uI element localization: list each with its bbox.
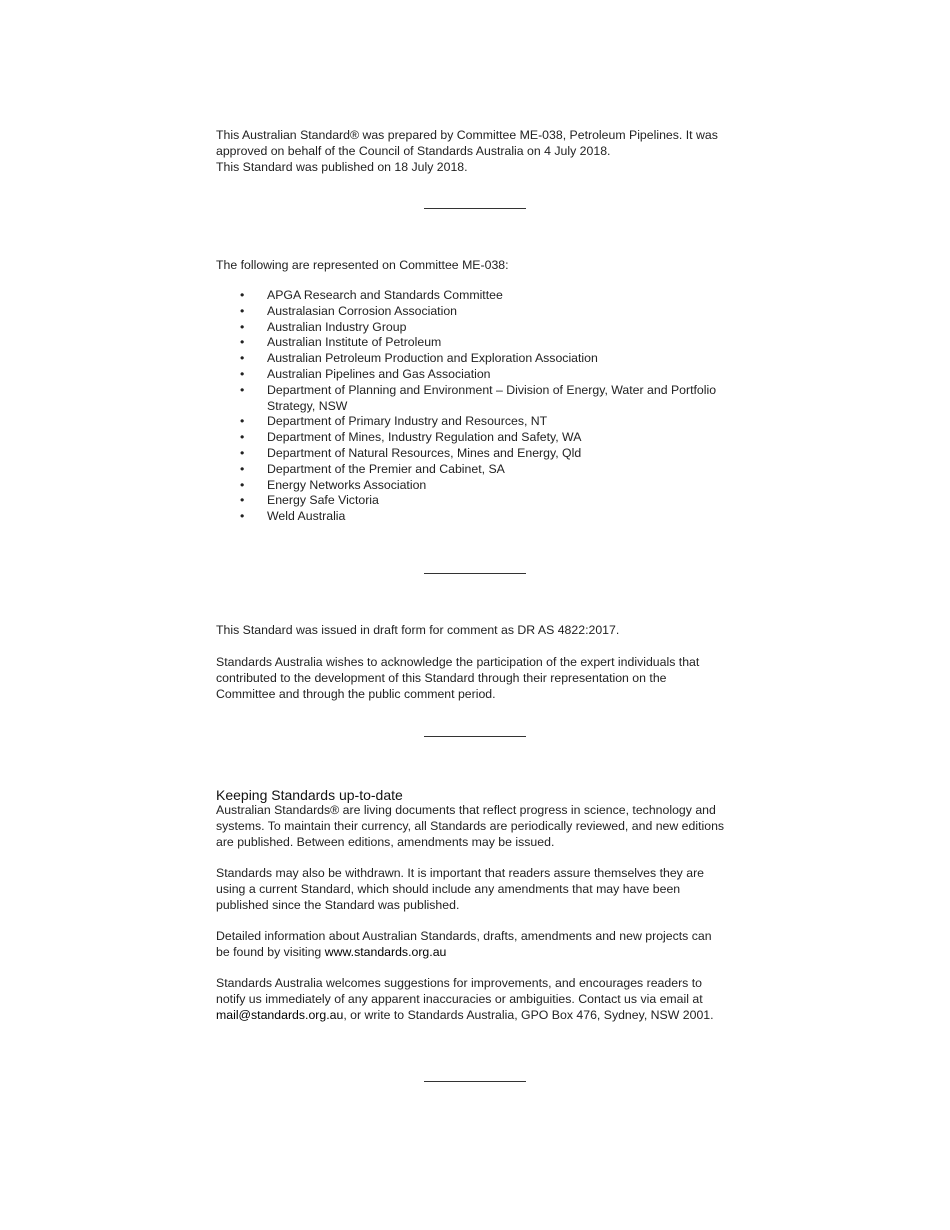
suggestions-block: [216, 976, 728, 1023]
bullet-icon: •: [240, 303, 245, 318]
draft-issued-text: This Standard was issued in draft form for comment as DR AS 4822:2017.: [216, 623, 620, 637]
bullet-icon: •: [240, 335, 245, 350]
acknowledgement-text: Standards Australia wishes to acknowledge the participation of the expert individuals that contributed to the development of this Standard through their representation on the Committee and through the public comment period.: [216, 655, 700, 701]
bullet-icon: •: [240, 461, 245, 476]
preparation-line-1: This Australian Standard® was prepared by Committee ME-038, Petroleum Pipelines. It was: [216, 128, 718, 142]
member-name: Department of Natural Resources, Mines and Energy, Qld: [267, 445, 582, 460]
bullet-icon: •: [240, 288, 245, 302]
list-item: [216, 351, 746, 367]
detailed-info-paragraph: [216, 929, 728, 961]
bullet-icon: •: [240, 366, 245, 381]
bullet-icon: •: [240, 430, 245, 445]
committee-intro: [216, 258, 746, 274]
bullet-icon: •: [240, 509, 245, 524]
list-item: [216, 446, 746, 462]
section-heading: Keeping Standards up-to-date: [216, 787, 403, 803]
bullet-icon: •: [240, 319, 245, 334]
member-name: APGA Research and Standards Committee: [267, 288, 503, 302]
preparation-line-2: approved on behalf of the Council of Standards Australia on 4 July 2018.: [216, 143, 611, 158]
committee-member-list: [216, 288, 746, 525]
section-divider: [424, 208, 526, 209]
living-documents-paragraph: Australian Standards® are living documents that reflect progress in science, technology and systems. To maintain their currency, all Standards are periodically reviewed, and new editions are published. Between editions, amendments may be issued.: [216, 803, 725, 849]
bullet-icon: •: [240, 382, 245, 397]
list-item: [216, 288, 746, 304]
member-name: Australasian Corrosion Association: [267, 303, 458, 318]
withdrawn-paragraph: Standards may also be withdrawn. It is important that readers assure themselves they are using a current Standard, which should include any amendments that may have been published since the Standard was published.: [216, 866, 705, 912]
publication-date-line: This Standard was published on 18 July 2018.: [216, 159, 468, 174]
member-name: Department of the Premier and Cabinet, SA: [267, 461, 505, 476]
section-divider: [424, 573, 526, 574]
preparation-statement: [216, 128, 746, 175]
member-name: Australian Industry Group: [267, 319, 407, 334]
member-name: Energy Safe Victoria: [267, 493, 379, 508]
withdrawn-paragraph-block: [216, 866, 716, 913]
suggestions-paragraph: [216, 976, 728, 1023]
keeping-up-to-date-section: [216, 787, 738, 850]
acknowledgement: [216, 655, 716, 702]
member-name: Australian Institute of Petroleum: [267, 335, 442, 350]
bullet-icon: •: [240, 445, 245, 460]
member-name: Department of Primary Industry and Resources, NT: [267, 414, 548, 429]
bullet-icon: •: [240, 351, 245, 366]
list-item: [216, 414, 746, 430]
suggestions-text: Standards Australia welcomes suggestions for improvements, and encourages readers to notify us immediately of any apparent inaccuracies or ambiguities. Contact us via email at: [216, 976, 703, 1006]
detailed-info-block: [216, 929, 728, 961]
section-divider: [424, 1081, 526, 1082]
committee-intro-text: The following are represented on Committee ME-038:: [216, 258, 509, 272]
member-name: Department of Mines, Industry Regulation and Safety, WA: [267, 430, 582, 445]
list-item: [216, 430, 746, 446]
email-link[interactable]: mail@standards.org.au: [216, 1007, 344, 1022]
list-item: [216, 383, 737, 415]
list-item: [216, 478, 746, 494]
bullet-icon: •: [240, 414, 245, 429]
member-name: Australian Petroleum Production and Exploration Association: [267, 351, 598, 366]
detailed-info-text: Detailed information about Australian Standards, drafts, amendments and new projects can be found by visiting: [216, 929, 712, 959]
website-link[interactable]: www.standards.org.au: [324, 944, 447, 959]
bullet-icon: •: [240, 477, 245, 492]
member-name: Weld Australia: [267, 509, 346, 524]
list-item: [216, 493, 746, 509]
member-name: Australian Pipelines and Gas Association: [267, 366, 491, 381]
list-item: [216, 304, 746, 320]
list-item: [216, 320, 746, 336]
bullet-icon: •: [240, 493, 245, 508]
list-item: [216, 367, 746, 383]
member-name: Department of Planning and Environment – Division of Energy, Water and Portfolio Strategy, NSW: [267, 382, 717, 413]
section-divider: [424, 736, 526, 737]
member-name: Energy Networks Association: [267, 477, 427, 492]
list-item: [216, 462, 746, 478]
list-item: [216, 335, 746, 351]
draft-statement: [216, 623, 746, 639]
list-item: [216, 509, 746, 525]
postal-address-text: , or write to Standards Australia, GPO Box 476, Sydney, NSW 2001.: [343, 1007, 714, 1022]
